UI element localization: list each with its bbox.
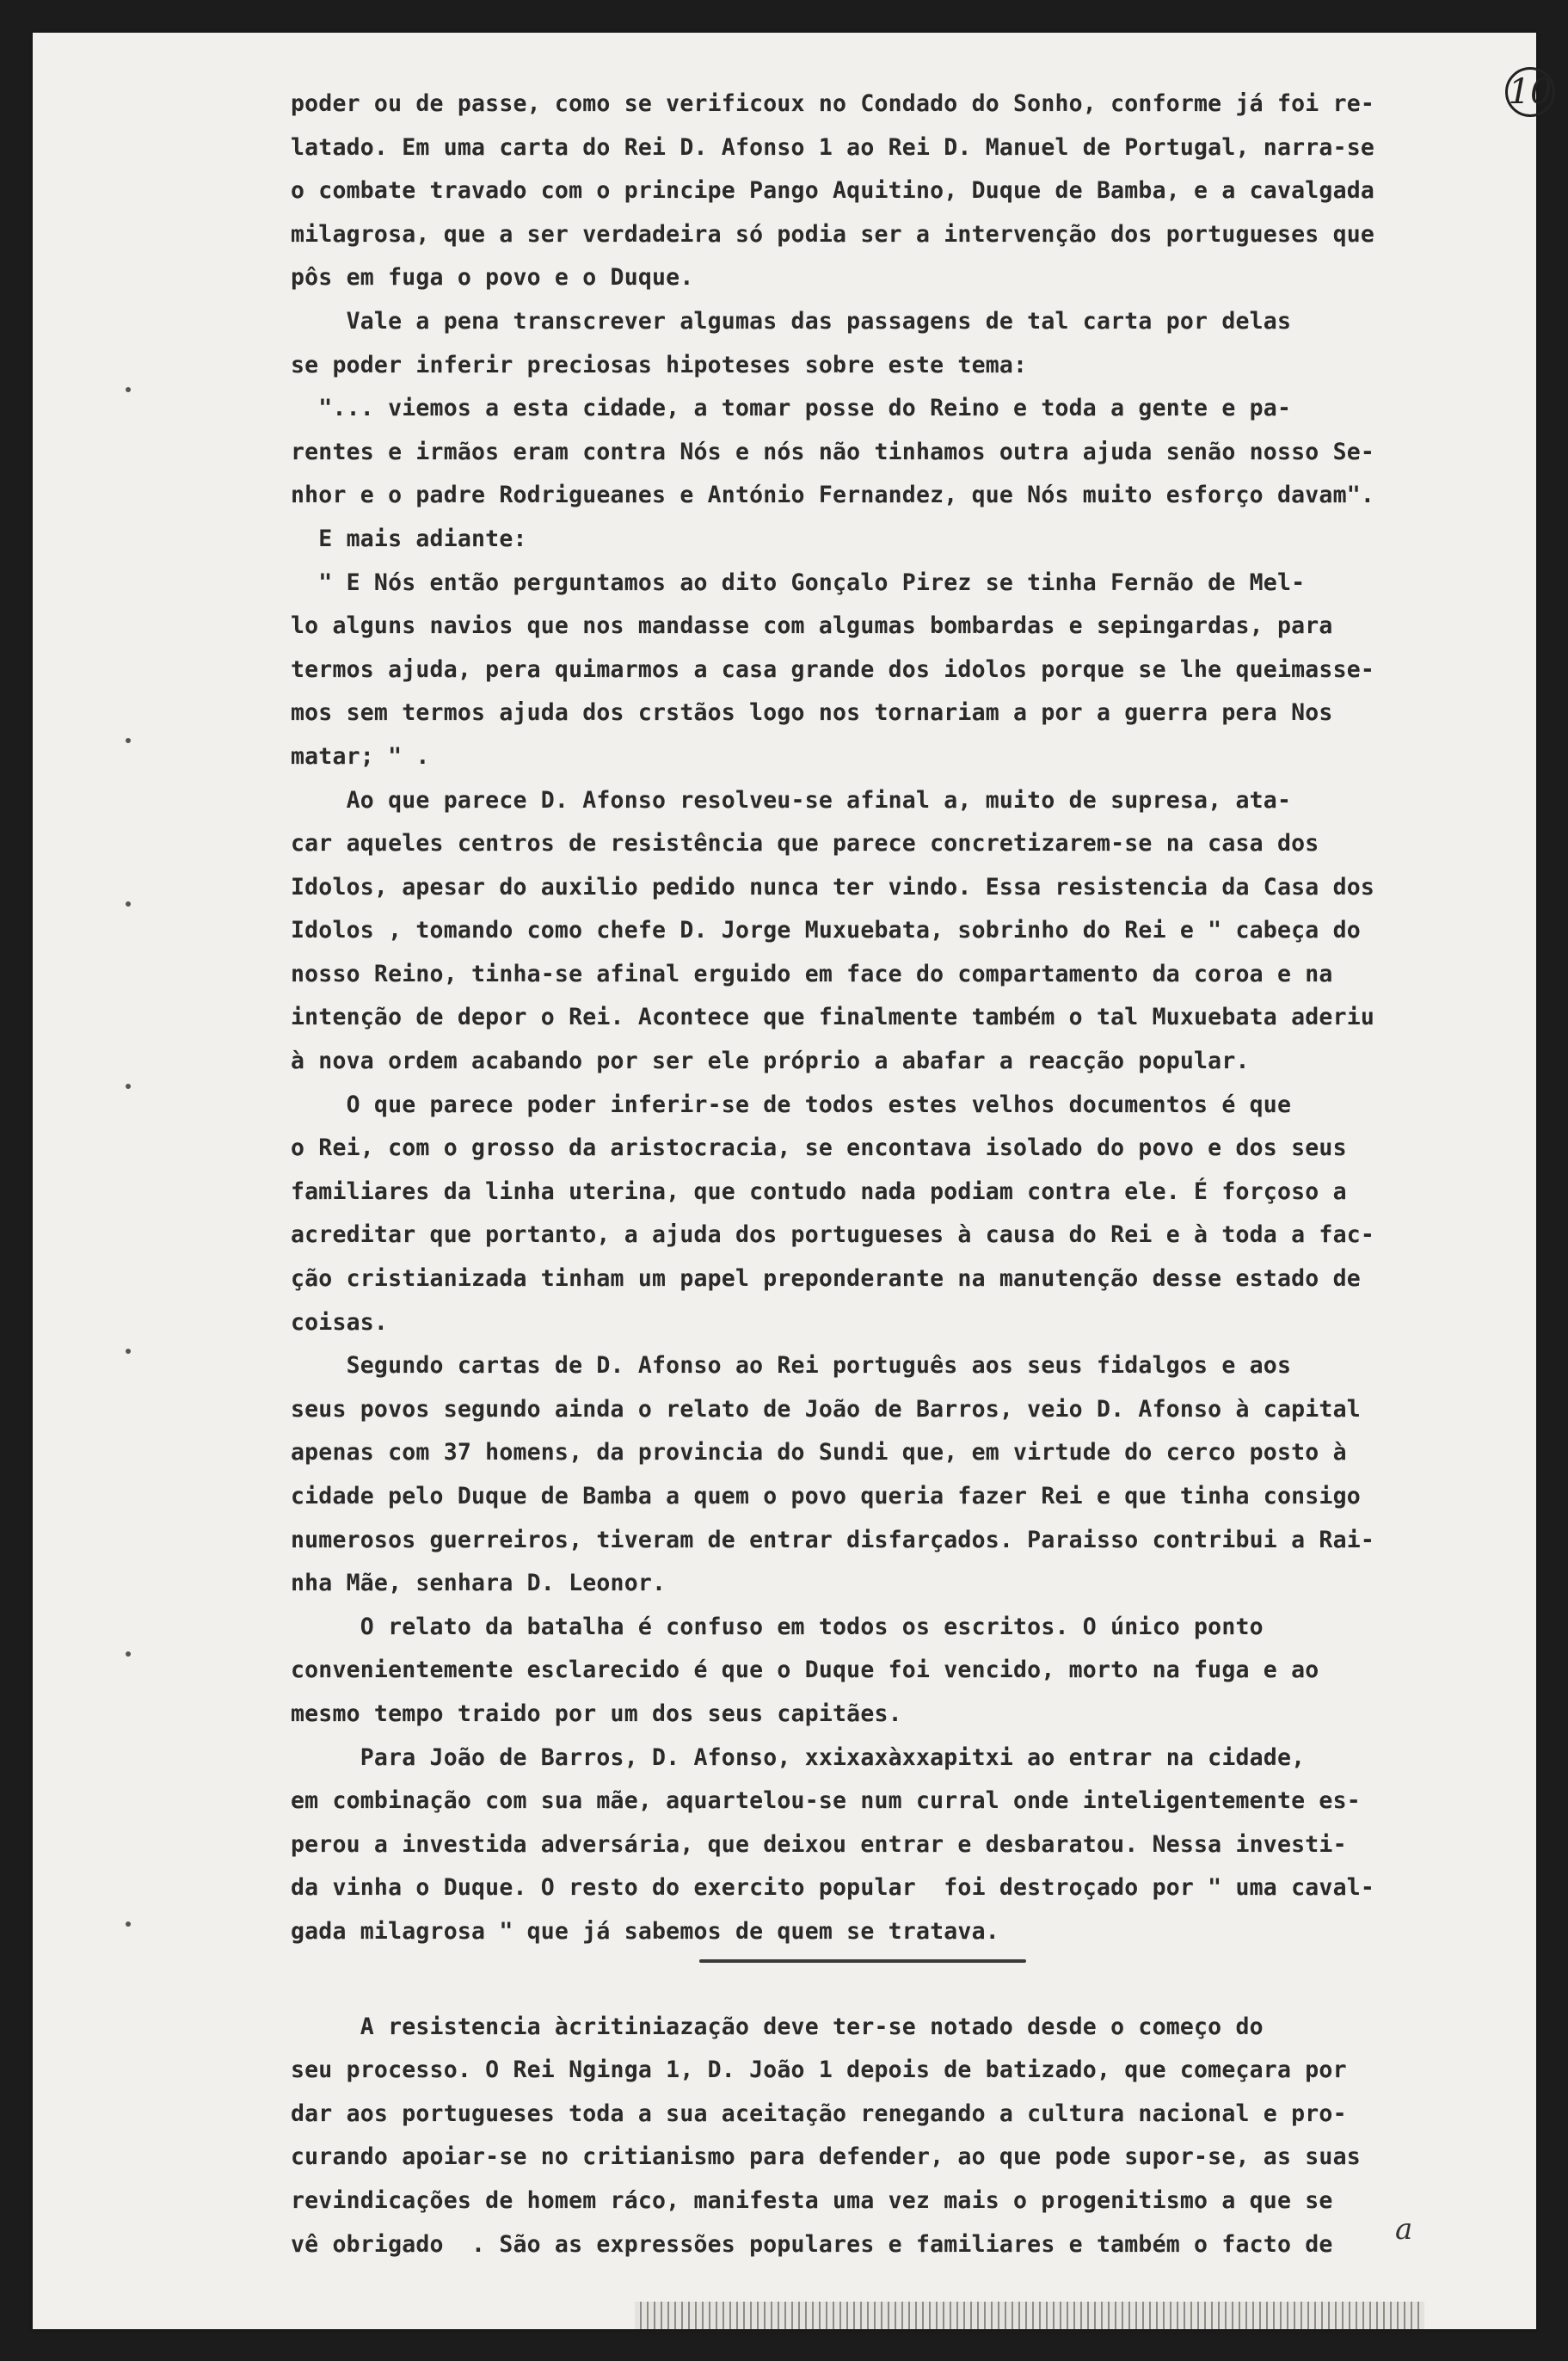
text-line: seu processo. O Rei Nginga 1, D. João 1 depois de batizado, que começara por bbox=[291, 2057, 1347, 2084]
text-line: Para João de Barros, D. Afonso, xxixaxàxxapitxi ao entrar na cidade, bbox=[291, 1743, 1306, 1771]
margin-mark bbox=[126, 387, 131, 392]
text-line: mos sem termos ajuda dos crstãos logo nos tornariam a por a guerra pera Nos bbox=[291, 699, 1333, 727]
text-line: Idolos, apesar do auxilio pedido nunca ter vindo. Essa resistencia da Casa dos bbox=[291, 873, 1375, 901]
closing-paragraph bbox=[291, 2006, 1512, 2267]
handwritten-note: a bbox=[1395, 2212, 1413, 2247]
text-line: A resistencia àcritiniazação deve ter-se notado desde o começo do bbox=[291, 2013, 1264, 2040]
text-line: acreditar que portanto, a ajuda dos portugueses à causa do Rei e à toda a fac- bbox=[291, 1221, 1375, 1249]
text-line: intenção de depor o Rei. Acontece que finalmente também o tal Muxuebata aderiu bbox=[291, 1004, 1375, 1031]
text-line: nha Mãe, senhara D. Leonor. bbox=[291, 1570, 667, 1597]
text-line: " E Nós então perguntamos ao dito Gonçalo Pirez se tinha Fernão de Mel- bbox=[291, 569, 1306, 596]
text-line: cidade pelo Duque de Bamba a quem o povo queria fazer Rei e que tinha consigo bbox=[291, 1483, 1361, 1509]
text-line: latado. Em uma carta do Rei D. Afonso 1 ao Rei D. Manuel de Portugal, narra-se bbox=[291, 133, 1375, 161]
margin-mark bbox=[126, 1349, 131, 1354]
text-line: o Rei, com o grosso da aristocracia, se encontava isolado do povo e dos seus bbox=[291, 1134, 1347, 1162]
text-line: se poder inferir preciosas hipoteses sobre este tema: bbox=[291, 351, 1028, 378]
text-line: convenientemente esclarecido é que o Duque foi vencido, morto na fuga e ao bbox=[291, 1657, 1319, 1684]
text-line: O que parece poder inferir-se de todos estes velhos documentos é que bbox=[291, 1091, 1292, 1118]
section-separator bbox=[699, 1959, 1026, 1963]
text-line: da vinha o Duque. O resto do exercito popular foi destroçado por " uma caval- bbox=[291, 1874, 1375, 1902]
text-line: mesmo tempo traido por um dos seus capitães. bbox=[291, 1700, 902, 1727]
text-line: E mais adiante: bbox=[291, 525, 527, 552]
text-line: perou a investida adversária, que deixou entrar e desbaratou. Nessa investi- bbox=[291, 1830, 1347, 1858]
text-line: à nova ordem acabando por ser ele próprio a abafar a reacção popular. bbox=[291, 1048, 1250, 1075]
text-line: apenas com 37 homens, da provincia do Sundi que, em virtude do cerco posto à bbox=[291, 1439, 1347, 1466]
text-line: familiares da linha uterina, que contudo nada podiam contra ele. É forçoso a bbox=[291, 1177, 1347, 1205]
text-line: ção cristianizada tinham um papel preponderante na manutenção desse estado de bbox=[291, 1265, 1361, 1293]
text-line: nhor e o padre Rodrigueanes e António Fernandez, que Nós muito esforço davam". bbox=[291, 482, 1375, 509]
text-line: poder ou de passe, como se verificoux no Condado do Sonho, conforme já foi re- bbox=[291, 90, 1375, 117]
text-line: Segundo cartas de D. Afonso ao Rei português aos seus fidalgos e aos bbox=[291, 1352, 1292, 1380]
text-line: Ao que parece D. Afonso resolveu-se afinal a, muito de supresa, ata- bbox=[291, 786, 1292, 814]
text-line: pôs em fuga o povo e o Duque. bbox=[291, 264, 694, 292]
text-line: Idolos , tomando como chefe D. Jorge Muxuebata, sobrinho do Rei e " cabeça do bbox=[291, 917, 1361, 944]
text-line: O relato da batalha é confuso em todos os escritos. O único ponto bbox=[291, 1613, 1264, 1640]
margin-mark bbox=[126, 1651, 131, 1657]
text-line: nosso Reino, tinha-se afinal erguido em face do compartamento da coroa e na bbox=[291, 960, 1333, 987]
margin-mark bbox=[126, 738, 131, 743]
margin-mark bbox=[126, 901, 131, 907]
text-line: curando apoiar-se no critianismo para defender, ao que pode supor-se, as suas bbox=[291, 2143, 1361, 2171]
text-line: vê obrigado . São as expressões populares e familiares e também o facto de bbox=[291, 2230, 1333, 2258]
text-line: Vale a pena transcrever algumas das passagens de tal carta por delas bbox=[291, 307, 1292, 335]
text-line: o combate travado com o principe Pango Aquitino, Duque de Bamba, e a cavalgada bbox=[291, 177, 1375, 205]
scale-ruler bbox=[635, 2302, 1424, 2329]
text-line: coisas. bbox=[291, 1308, 389, 1336]
text-line: matar; " . bbox=[291, 742, 430, 770]
page-number-mark: 10 bbox=[1505, 67, 1555, 117]
text-line: "... viemos a esta cidade, a tomar posse do Reino e toda a gente e pa- bbox=[291, 395, 1292, 422]
margin-mark bbox=[126, 1921, 131, 1927]
text-line: car aqueles centros de resistência que parece concretizarem-se na casa dos bbox=[291, 830, 1319, 858]
text-line: lo alguns navios que nos mandasse com algumas bombardas e sepingardas, para bbox=[291, 612, 1333, 640]
body-paragraphs bbox=[291, 83, 1512, 1954]
text-line: seus povos segundo ainda o relato de João de Barros, veio D. Afonso à capital bbox=[291, 1395, 1361, 1423]
text-line: numerosos guerreiros, tiveram de entrar disfarçados. Paraisso contribui a Rai- bbox=[291, 1526, 1375, 1553]
text-line: milagrosa, que a ser verdadeira só podia ser a intervenção dos portugueses que bbox=[291, 220, 1375, 248]
text-line: gada milagrosa " que já sabemos de quem se tratava. bbox=[291, 1917, 999, 1945]
section-gap bbox=[291, 1954, 1512, 2006]
text-line: rentes e irmãos eram contra Nós e nós não tinhamos outra ajuda senão nosso Se- bbox=[291, 438, 1375, 465]
text-line: dar aos portugueses toda a sua aceitação renegando a cultura nacional e pro- bbox=[291, 2100, 1347, 2127]
text-line: em combinação com sua mãe, aquartelou-se num curral onde inteligentemente es- bbox=[291, 1787, 1361, 1815]
text-line: termos ajuda, pera quimarmos a casa grande dos idolos porque se lhe queimasse- bbox=[291, 655, 1375, 683]
margin-mark bbox=[126, 1084, 131, 1089]
typed-text-body bbox=[291, 83, 1512, 2266]
text-line: revindicações de homem ráco, manifesta uma vez mais o progenitismo a que se bbox=[291, 2186, 1333, 2214]
